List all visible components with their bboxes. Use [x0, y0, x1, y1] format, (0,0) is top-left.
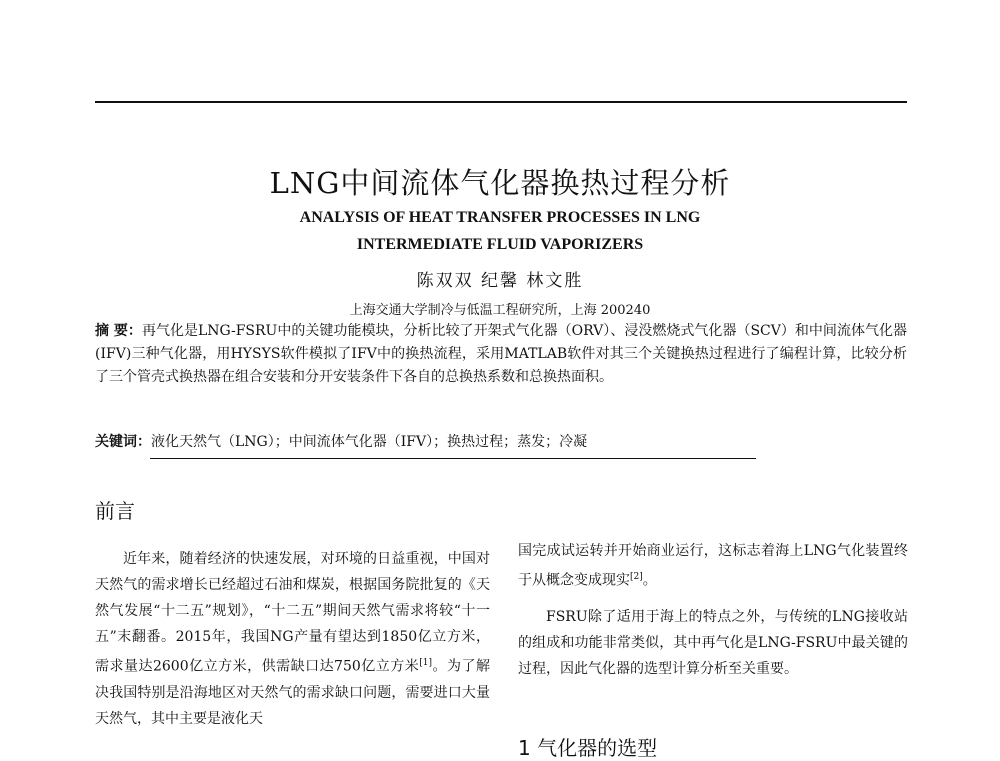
paragraph: [518, 538, 908, 594]
paragraph-text: 国完成试运转并开始商业运行，这标志着海上LNG气化装置终于从概念变成现实: [518, 543, 908, 589]
abstract: [95, 320, 907, 389]
citation: [2]: [630, 572, 643, 582]
section-heading-1: 1 气化器的选型: [518, 736, 658, 760]
paragraph-text: 近年来，随着经济的快速发展，对环境的日益重视，中国对天然气的需求增长已经超过石油和煤炭，根据国务院批复的《天然气发展“十二五”规划》，“十二五”期间天然气需求将较“十一五”末翻番。2015年，我国NG产量有望达到1850亿立方米，需求量达2600亿立方米，供需缺口达750亿立方米: [95, 551, 490, 675]
abstract-text: 再气化是LNG-FSRU中的关键功能模块，分析比较了开架式气化器（ORV）、浸没燃烧式气化器（SCV）和中间流体气化器(IFV)三种气化器，用HYSYS软件模拟了IFV中的换热流程，采用MATLAB软件对其三个关键换热过程进行了编程计算，比较分析了三个管壳式换热器在组合安装和分开安装条件下各自的总换热系数和总换热面积。: [95, 323, 908, 385]
keywords-label: 关键词：: [95, 434, 151, 450]
left-column: [95, 546, 490, 732]
citation: [1]: [419, 658, 433, 668]
keywords-text: 液化天然气（LNG）；中间流体气化器（IFV）；换热过程；蒸发；冷凝: [151, 434, 588, 450]
right-column: [518, 538, 908, 682]
paper-title: LNG中间流体气化器换热过程分析: [269, 166, 731, 200]
authors: 陈双双 纪馨 林文胜: [416, 271, 584, 291]
paragraph-end: 。: [642, 572, 657, 589]
abstract-label: 摘 要：: [95, 323, 142, 339]
keywords-rule: [150, 458, 756, 459]
header-rule: [95, 101, 907, 103]
affiliation: 上海交通大学制冷与低温工程研究所，上海 200240: [349, 303, 651, 318]
english-title-line-2: INTERMEDIATE FLUID VAPORIZERS: [356, 236, 644, 253]
keywords: [95, 431, 587, 454]
paragraph: FSRU除了适用于海上的特点之外，与传统的LNG接收站的组成和功能非常类似，其中再气化是LNG-FSRU中最关键的过程，因此气化器的选型计算分析至关重要。: [518, 608, 908, 677]
paragraph: [95, 546, 490, 732]
english-title-line-1: ANALYSIS OF HEAT TRANSFER PROCESSES IN LNG: [299, 209, 701, 226]
paragraph-text-cont: 。为了解决我国特别是沿海地区对天然气的需求缺口问题，需要进口大量天然气，其中主要是液化天: [95, 658, 490, 727]
section-heading-intro: 前言: [95, 499, 135, 523]
